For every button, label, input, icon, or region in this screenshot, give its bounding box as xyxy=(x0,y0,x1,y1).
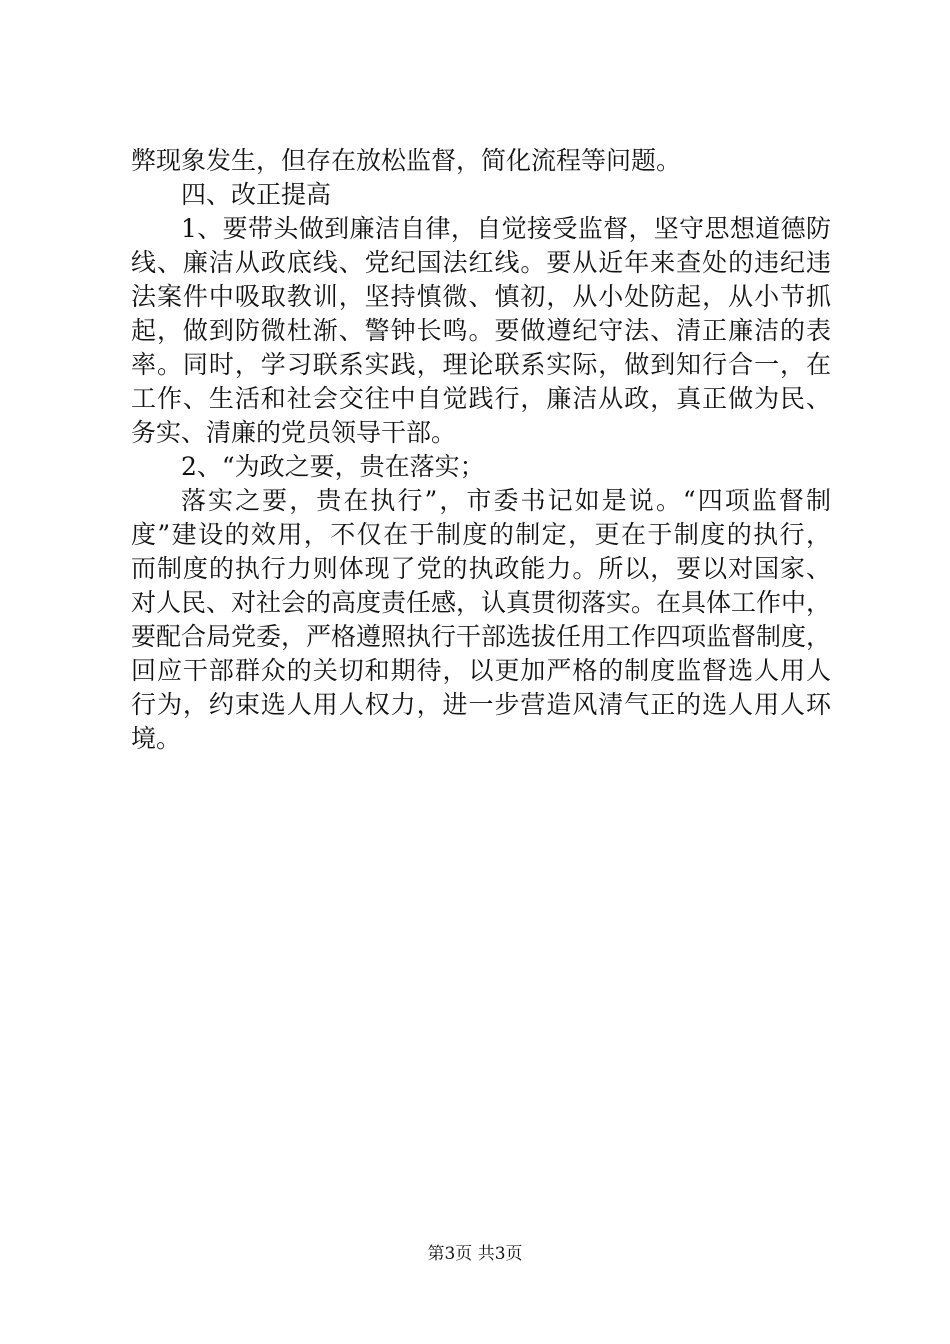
text-line: 要配合局党委，严格遵照执行干部选拔任用工作四项监督制度， xyxy=(131,622,832,651)
text-line: 回应干部群众的关切和期待，以更加严格的制度监督选人用人 xyxy=(131,656,831,685)
text-line: 工作、生活和社会交往中自觉践行，廉洁从政，真正做为民、 xyxy=(131,384,831,413)
text-line: 行为，约束选人用人权力，进一步营造风清气正的选人用人环 xyxy=(131,690,831,719)
body-text xyxy=(131,144,831,756)
text-line: 率。同时，学习联系实践，理论联系实际，做到知行合一，在 xyxy=(131,350,831,379)
text-line: 境。 xyxy=(131,724,182,753)
text-line: 度”建设的效用，不仅在于制度的制定，更在于制度的执行， xyxy=(131,520,831,549)
text-line: 弊现象发生，但存在放松监督，简化流程等问题。 xyxy=(131,146,682,175)
section-heading: 四、改正提高 xyxy=(181,180,332,209)
page-footer: 第3页 共3页 xyxy=(427,1244,523,1264)
text-line: 对人民、对社会的高度责任感，认真贯彻落实。在具体工作中， xyxy=(131,588,832,617)
text-line: 法案件中吸取教训，坚持慎微、慎初，从小处防起，从小节抓 xyxy=(131,282,831,311)
text-line: 起，做到防微杜渐、警钟长鸣。要做遵纪守法、清正廉洁的表 xyxy=(131,316,831,345)
text-line: 务实、清廉的党员领导干部。 xyxy=(131,418,457,447)
text-line: 落实之要，贵在执行”，市委书记如是说。“四项监督制 xyxy=(181,486,831,515)
text-line: 2、“为政之要，贵在落实； xyxy=(181,452,485,481)
text-line: 而制度的执行力则体现了党的执政能力。所以，要以对国家、 xyxy=(131,554,831,583)
text-line: 1、要带头做到廉洁自律，自觉接受监督，坚守思想道德防 xyxy=(181,214,831,243)
text-line: 线、廉洁从政底线、党纪国法红线。要从近年来查处的违纪违 xyxy=(131,248,831,277)
